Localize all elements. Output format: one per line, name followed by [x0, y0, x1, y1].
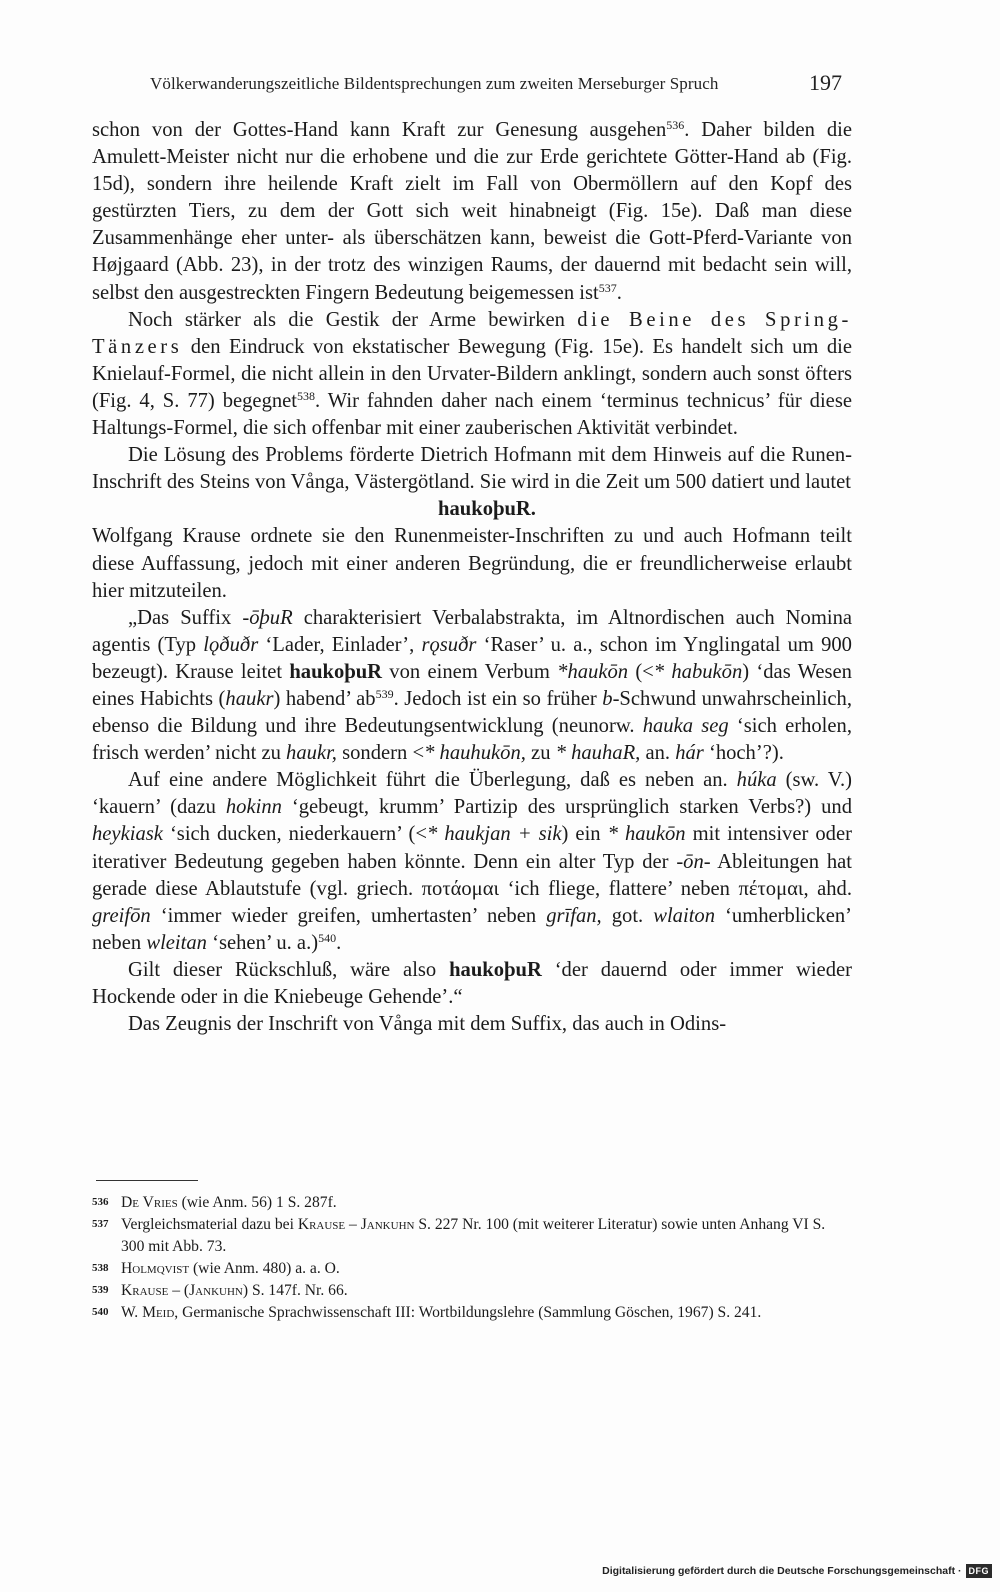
footnote-ref[interactable]: 536 — [666, 118, 685, 132]
footnote: 539 Krause – (Jankuhn) S. 147f. Nr. 66. — [92, 1280, 852, 1302]
page-header — [92, 66, 848, 100]
quotation-paragraph: „Das Suffix -ōþuR charakterisiert Verbalabstrakta, im Altnordischen auch Nomina agentis (Typ lǫðuðr ‘Lader, Einlader’, rǫsuðr ‘Raser’ u. a., schon im Ynglingatal um 900 bezeugt). Krause leitet haukoþuR von einem Verbum *haukōn (<* habukōn) ‘das Wesen eines Habichts (haukr) habend’ $ab^{539}$. Jedoch ist ein so früher b-Schwund unwahrscheinlich, ebenso die Bildung und ihre Bedeutungsentwicklung (neunorw. hauka seg ‘sich erholen, frisch werden’ nicht zu haukr, sondern <* hauhukōn, zu * hauhaR, an. hár ‘hoch’?). — [92, 606, 853, 765]
quotation-paragraph: Gilt dieser Rückschluß, wäre also haukoþuR ‘der dauernd oder immer wieder Hockende oder in die Kniebeuge Gehende’.“ — [92, 958, 852, 1008]
page-number: 197 — [809, 70, 842, 95]
running-title: Völkerwanderungszeitliche Bildentsprechungen zum zweiten Merseburger Spruch — [150, 74, 719, 93]
footnotes — [92, 1192, 852, 1323]
footnote: 537 Vergleichsmaterial dazu bei Krause – Jankuhn S. 227 Nr. 100 (mit weiterer Literatur) sowie unten Anhang VI S. 300 mit Abb. 73. — [92, 1215, 826, 1255]
footnote: 538 Holmqvist (wie Anm. 480) a. a. O. — [92, 1258, 852, 1280]
spaced-emphasis: die Beine des Spring-Tänzers — [92, 308, 852, 358]
digitization-credit — [602, 1562, 992, 1580]
paragraph: Die Lösung des Problems förderte Dietrich Hofmann mit dem Hinweis auf die Runen-Inschrift des Steins von Vånga, Västergötland. Sie wird in die Zeit um 500 datiert und lautet — [92, 444, 852, 494]
footnote-ref[interactable]: 538 — [297, 388, 316, 403]
footnote-ref[interactable]: 539 — [375, 686, 394, 701]
footnote-ref[interactable]: 537 — [598, 280, 617, 295]
paragraph: Wolfgang Krause ordnete sie den Runenmeister-Inschriften zu und auch Hofmann teilt diese Auffassung, jedoch mit einer anderen Begründung, die er freundlicherweise erlaubt hier mitzuteilen. — [92, 525, 852, 602]
footnote-number: 539 — [92, 1283, 109, 1296]
paragraph: Noch stärker als die Gestik der Arme bewirken die Beine des Spring-Tänzers den Eindruck von ekstatischer Bewegung (Fig. 15e). Es handelt sich um die Knielauf-Formel, die nicht allein in den Urvater-Bildern anklingt, sondern auch sonst öfters (Fig. 4, S. 77) begegnet$^{538}$. Wir fahnden daher nach einem ‘terminus technicus’ für diese Haltungs-Formel, die sich offenbar mit einer zauberischen Aktivität verbindet. — [92, 308, 852, 440]
footnote: 536 De Vries (wie Anm. 56) 1 S. 287f. — [92, 1192, 852, 1214]
main-text — [92, 117, 852, 1038]
footnote: 540 W. Meid, Germanische Sprachwissenschaft III: Wortbildungslehre (Sammlung Göschen, 1967) S. 241. — [92, 1302, 852, 1324]
footnote-number: 540 — [92, 1305, 109, 1318]
footnote-number: 536 — [92, 1196, 109, 1208]
footnote-ref[interactable]: 540 — [318, 930, 337, 945]
dfg-logo-icon: DFG — [966, 1564, 993, 1578]
paragraph: Das Zeugnis der Inschrift von Vånga mit dem Suffix, das auch in Odins- — [128, 1013, 727, 1036]
footnote-divider — [96, 1180, 198, 1181]
runic-inscription: haukoþuR. — [438, 498, 536, 521]
footnote-number: 537 — [92, 1217, 109, 1230]
footnote-number: 538 — [92, 1261, 109, 1274]
quotation-paragraph: Auf eine andere Möglichkeit führt die Überlegung, daß es neben an. húka (sw. V.) ‘kauern’ (dazu hokinn ‘gebeugt, krumm’ Partizip des ursprünglich starken Verbs?) und heykiask ‘sich ducken, niederkauern’ (<* haukjan + sik) ein * haukōn mit intensiver oder iterativer Bedeutung gegeben haben könnte. Denn ein alter Typ der -ōn- Ableitungen hat gerade diese Ablautstufe (vgl. griech. ποτάομαι ‘ich fliege, flattere’ neben πέτομαι, ahd. greifōn ‘immer wieder greifen, umhertasten’ neben grīfan, got. wlaiton ‘umherblicken’ neben wleitan ‘sehen’ u. a.)$^{540}$. — [92, 769, 853, 954]
credit-text: Digitalisierung gefördert durch die Deutsche Forschungsgemeinschaft · — [602, 1565, 962, 1577]
paragraph: schon von der Gottes-Hand kann Kraft zur Genesung ausgehen$^{536}$. Daher bilden die Amulett-Meister nicht nur die erhobene und die zur Erde gerichtete Götter-Hand ab (Fig. 15d), sondern ihre heilende Kraft zielt im Fall von Obermöllern auf den Kopf des gestürzten Tiers, zu dem der Gott sich weit hinabneigt (Fig. 15e). Daß man diese Zusammenhänge eher unter- als überschätzen kann, beweist die Gott-Pferd-Variante von Højgaard (Abb. 23), in der trotz des winzigen Raums, der dauernd mit bedacht sein will, selbst den ausgestreckten Fingern Bedeutung beigemessen ist$^{537}$. — [92, 118, 852, 304]
